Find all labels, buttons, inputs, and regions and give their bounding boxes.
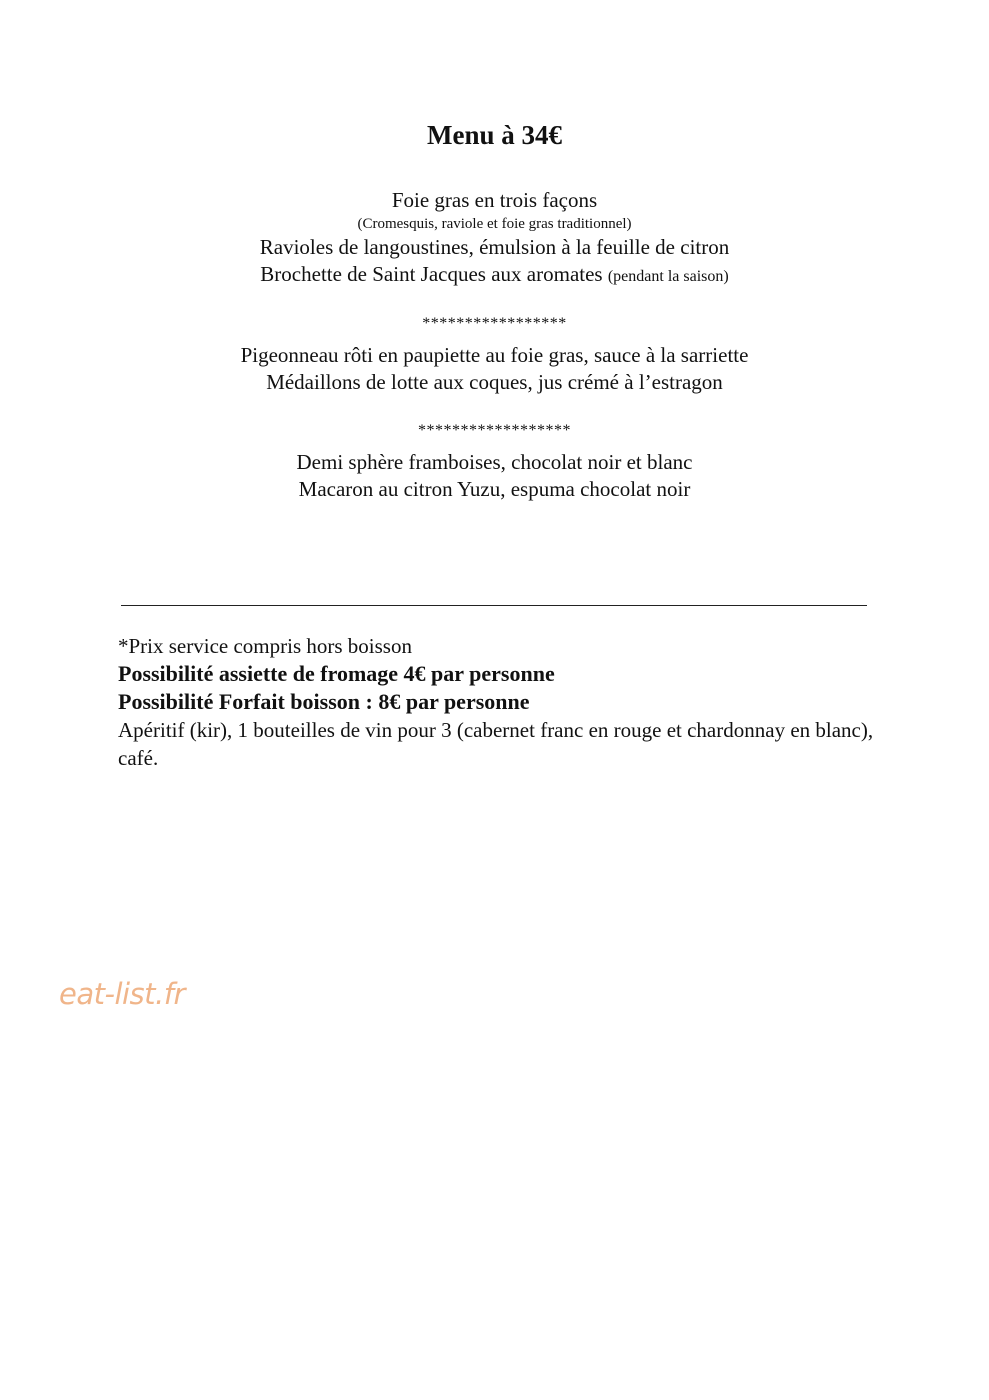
desserts-section [0, 449, 989, 503]
starter-brochette [0, 261, 989, 290]
drinks-option: Possibilité Forfait boisson : 8€ par personne [118, 689, 530, 714]
starter-brochette-note: (pendant la saison) [607, 268, 729, 285]
course-separator: ****************** [418, 422, 571, 439]
drinks-detail: Apéritif (kir), 1 bouteilles de vin pour 3 (cabernet franc en rouge et chardonnay en blanc), café. [118, 718, 874, 770]
course-separator: ***************** [422, 315, 567, 332]
dessert-macaron: Macaron au citron Yuzu, espuma chocolat noir [298, 477, 691, 501]
starter-foie-gras: Foie gras en trois façons [391, 188, 598, 212]
starters-section [0, 187, 989, 290]
starter-brochette-text: Brochette de Saint Jacques aux aromates [260, 262, 603, 286]
menu-title: Menu à 34€ [427, 120, 562, 150]
dessert-demi-sphere: Demi sphère framboises, chocolat noir et blanc [296, 450, 693, 474]
main-lotte: Médaillons de lotte aux coques, jus crémé à l’estragon [266, 370, 723, 394]
notes-section [118, 632, 878, 772]
mains-section [0, 342, 989, 396]
starter-ravioles: Ravioles de langoustines, émulsion à la feuille de citron [259, 235, 730, 259]
cheese-option: Possibilité assiette de fromage 4€ par personne [118, 661, 555, 686]
main-pigeonneau: Pigeonneau rôti en paupiette au foie gras, sauce à la sarriette [240, 343, 749, 367]
horizontal-divider [121, 605, 867, 606]
watermark-logo: eat-list.fr [59, 977, 185, 1011]
price-note: *Prix service compris hors boisson [118, 634, 412, 658]
starter-foie-gras-detail: (Cromesquis, raviole et foie gras traditionnel) [357, 216, 632, 232]
